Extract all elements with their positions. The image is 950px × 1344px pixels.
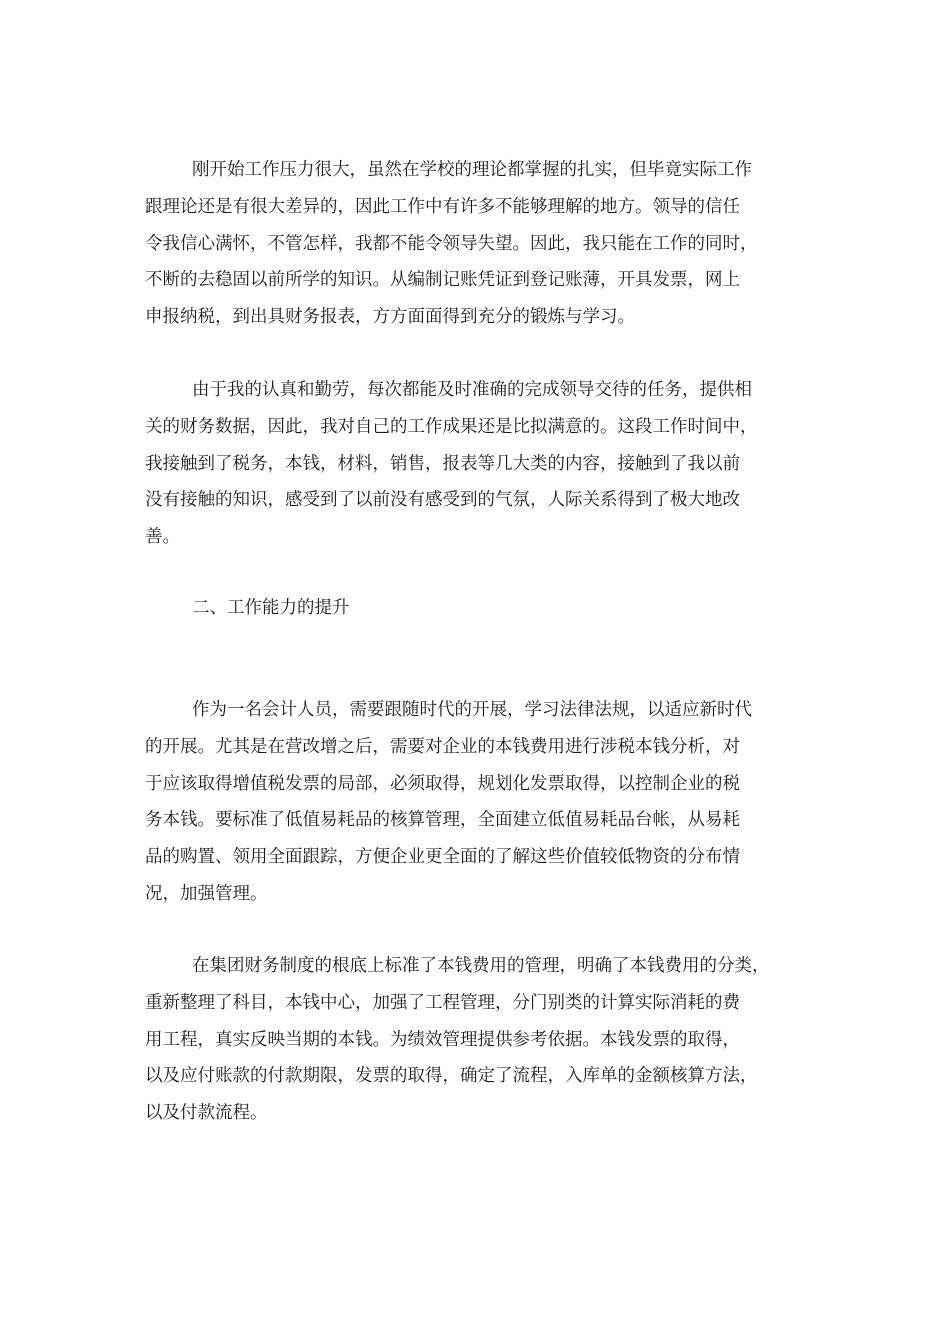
- text-line: 刚开始工作压力很大，虽然在学校的理论都掌握的扎实，但毕竟实际工作: [192, 160, 752, 180]
- text-line: 我接触到了税务，本钱，材料，销售，报表等几大类的内容，接触到了我以前: [145, 453, 740, 474]
- section-heading: 二、工作能力的提升: [192, 598, 350, 618]
- text-line: 用工程，真实反映当期的本钱。为绩效管理提供参考依据。本钱发票的取得，: [145, 1029, 740, 1050]
- paragraph-cost-management: [145, 948, 805, 1132]
- text-line: 作为一名会计人员，需要跟随时代的开展，学习法律法规，以适应新时代: [192, 700, 752, 720]
- text-line: 令我信心满怀，不管怎样，我都不能令领导失望。因此，我只能在工作的同时，: [145, 233, 758, 254]
- text-line: 由于我的认真和勤劳，每次都能及时准确的完成领导交待的任务，提供相: [192, 380, 752, 400]
- text-line: 以及应付账款的付款期限，发票的取得，确定了流程，入库单的金额核算方法，: [145, 1066, 758, 1087]
- text-line: 善。: [145, 527, 180, 548]
- text-line: 的开展。尤其是在营改增之后，需要对企业的本钱费用进行涉税本钱分析，对: [145, 736, 740, 757]
- text-line: 品的购置、领用全面跟踪，方便企业更全面的了解这些价值较低物资的分布情: [145, 847, 740, 868]
- text-line: 于应该取得增值税发票的局部，必须取得，规划化发票取得，以控制企业的税: [145, 773, 740, 794]
- text-line: 跟理论还是有很大差异的，因此工作中有许多不能够理解的地方。领导的信任: [145, 196, 740, 217]
- text-line: 况，加强管理。: [145, 883, 268, 904]
- text-line: 重新整理了科目，本钱中心，加强了工程管理，分门别类的计算实际消耗的费: [145, 992, 740, 1013]
- text-line: 没有接触的知识，感受到了以前没有感受到的气氛，人际关系得到了极大地改: [145, 490, 740, 511]
- paragraph-accounting-role: [145, 692, 805, 913]
- text-line: 关的财务数据，因此，我对自己的工作成果还是比拟满意的。这段工作时间中，: [145, 416, 758, 437]
- paragraph-work-pressure: [145, 152, 805, 336]
- paragraph-work-results: [145, 372, 805, 556]
- text-line: 务本钱。要标准了低值易耗品的核算管理，全面建立低值易耗品台帐，从易耗: [145, 810, 740, 831]
- text-line: 不断的去稳固以前所学的知识。从编制记账凭证到登记账薄，开具发票，网上: [145, 270, 740, 291]
- text-line: 在集团财务制度的根底上标准了本钱费用的管理，明确了本钱费用的分类，: [192, 956, 770, 976]
- text-line: 以及付款流程。: [145, 1103, 268, 1124]
- text-line: 申报纳税，到出具财务报表，方方面面得到充分的锻炼与学习。: [145, 307, 635, 328]
